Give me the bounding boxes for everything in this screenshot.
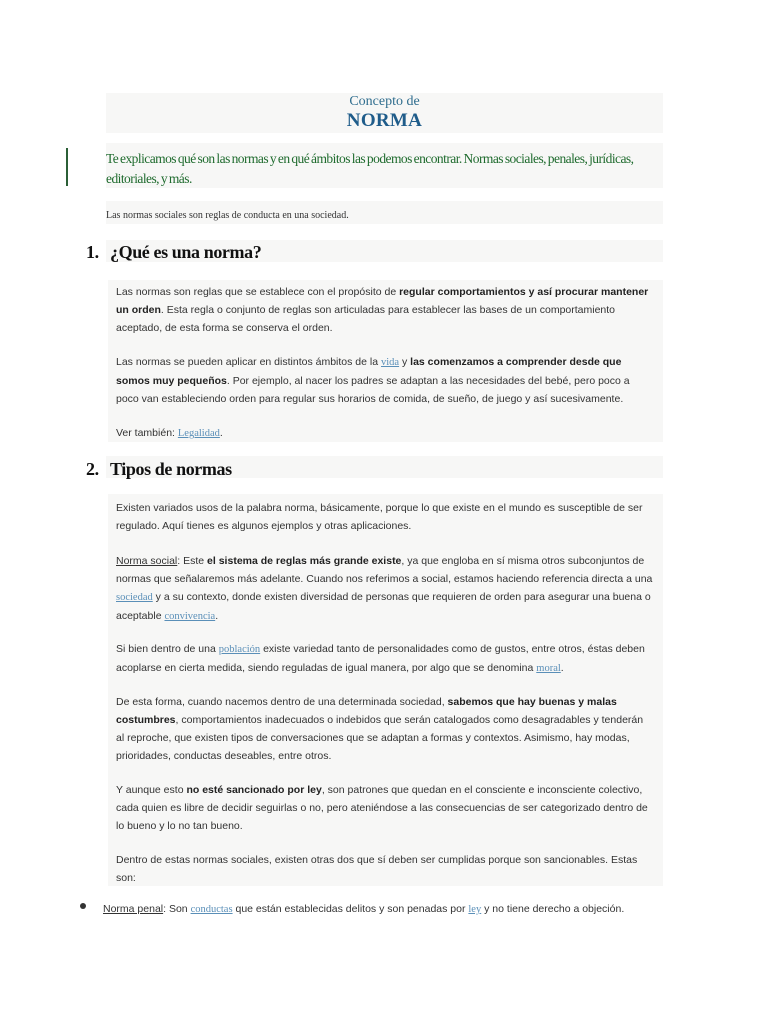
- section-2-heading: Tipos de normas: [110, 459, 232, 479]
- section-2-heading-block: [106, 456, 663, 478]
- bullet-dot: [80, 903, 86, 909]
- image-caption-block: [106, 201, 663, 224]
- link-conductas[interactable]: conductas: [190, 904, 233, 915]
- section-2-paragraph-5: Y aunque esto no esté sancionado por ley, son patrones que quedan en el consciente e inconsciente colectivo, cada quien es libre de decidir seguirlas o no, pero ateniéndose a las consecuencias de ser categorizado dentro de lo bueno y lo no tan bueno.: [116, 784, 648, 832]
- link-poblacion[interactable]: población: [218, 644, 261, 655]
- section-1-number: 1.: [86, 242, 99, 262]
- section-2-paragraph-6: Dentro de estas normas sociales, existen otras dos que sí deben ser cumplidas porque son sancionables. Estas son:: [116, 854, 638, 884]
- intro-accent-bar: [66, 148, 68, 186]
- section-1-heading-block: [106, 240, 663, 262]
- section-1-paragraph-3: Ver también: Legalidad.: [116, 427, 223, 439]
- image-caption: Las normas sociales son reglas de conducta en una sociedad.: [106, 210, 349, 221]
- link-legalidad[interactable]: Legalidad: [177, 428, 220, 439]
- section-2-paragraph-1: Existen variados usos de la palabra norma, básicamente, porque lo que existe en el mundo es susceptible de ser regulado. Aquí tienes es algunos ejemplos y otras aplicaciones.: [116, 502, 643, 532]
- link-vida[interactable]: vida: [381, 357, 400, 368]
- section-2-body: [108, 494, 663, 886]
- link-sociedad[interactable]: sociedad: [116, 592, 153, 603]
- section-2-number: 2.: [86, 459, 99, 479]
- section-1-body: [108, 280, 663, 442]
- term-norma-social: Norma social: [116, 555, 178, 567]
- link-ley[interactable]: ley: [468, 904, 482, 915]
- intro-text: Te explicamos qué son las normas y en qué ámbitos las podemos encontrar. Normas sociales, penales, jurídicas, editoriales, y más.: [106, 151, 634, 186]
- section-2-paragraph-4: De esta forma, cuando nacemos dentro de una determinada sociedad, sabemos que hay buenas y malas costumbres, comportamientos inadecuados o indebidos que serán catalogados como desagradables y tenderán al reproche, que existen tipos de conversaciones que se adaptan a formas y contextos. Asimismo, hay modas, prioridades, conductas deseables, entre otros.: [116, 696, 644, 762]
- title-block: [106, 93, 663, 133]
- section-2-paragraph-2: Norma social: Este el sistema de reglas más grande existe, ya que engloba en sí misma otros subconjuntos de normas que señalaremos más adelante. Cuando nos referimos a social, estamos haciendo referencia directa a una sociedad y a su contexto, donde existen diversidad de personas que requieren de orden para asegurar una buena o aceptable convivencia.: [116, 555, 653, 622]
- section-1-paragraph-2: Las normas se pueden aplicar en distintos ámbitos de la vida y las comenzamos a comprender desde que somos muy pequeños. Por ejemplo, al nacer los padres se adaptan a las necesidades del bebé, pero poco a poco van estableciendo orden para regular sus horarios de comida, de sueño, de juego y así sucesivamente.: [116, 356, 630, 405]
- section-2-paragraph-3: Si bien dentro de una población existe variedad tanto de personalidades como de gustos, entre otros, éstas deben acoplarse en cierta medida, siendo reguladas de igual manera, por algo que se denomina moral.: [116, 643, 645, 674]
- section-1-paragraph-1: Las normas son reglas que se establece con el propósito de regular comportamientos y así procurar mantener un orden. Esta regla o conjunto de reglas son articuladas para establecer las bases de un comportamiento aceptado, de esta forma se conserva el orden.: [116, 286, 649, 334]
- pre-title: Concepto de: [349, 94, 420, 109]
- link-moral[interactable]: moral: [536, 663, 561, 674]
- intro-block: [106, 143, 663, 188]
- link-convivencia[interactable]: convivencia: [164, 611, 216, 622]
- list-item-norma-penal: Norma penal: Son conductas que están establecidas delitos y son penadas por ley y no tiene derecho a objeción.: [103, 903, 625, 915]
- term-norma-penal: Norma penal: [103, 903, 164, 915]
- page-title: NORMA: [346, 110, 423, 131]
- section-1-heading: ¿Qué es una norma?: [110, 242, 262, 262]
